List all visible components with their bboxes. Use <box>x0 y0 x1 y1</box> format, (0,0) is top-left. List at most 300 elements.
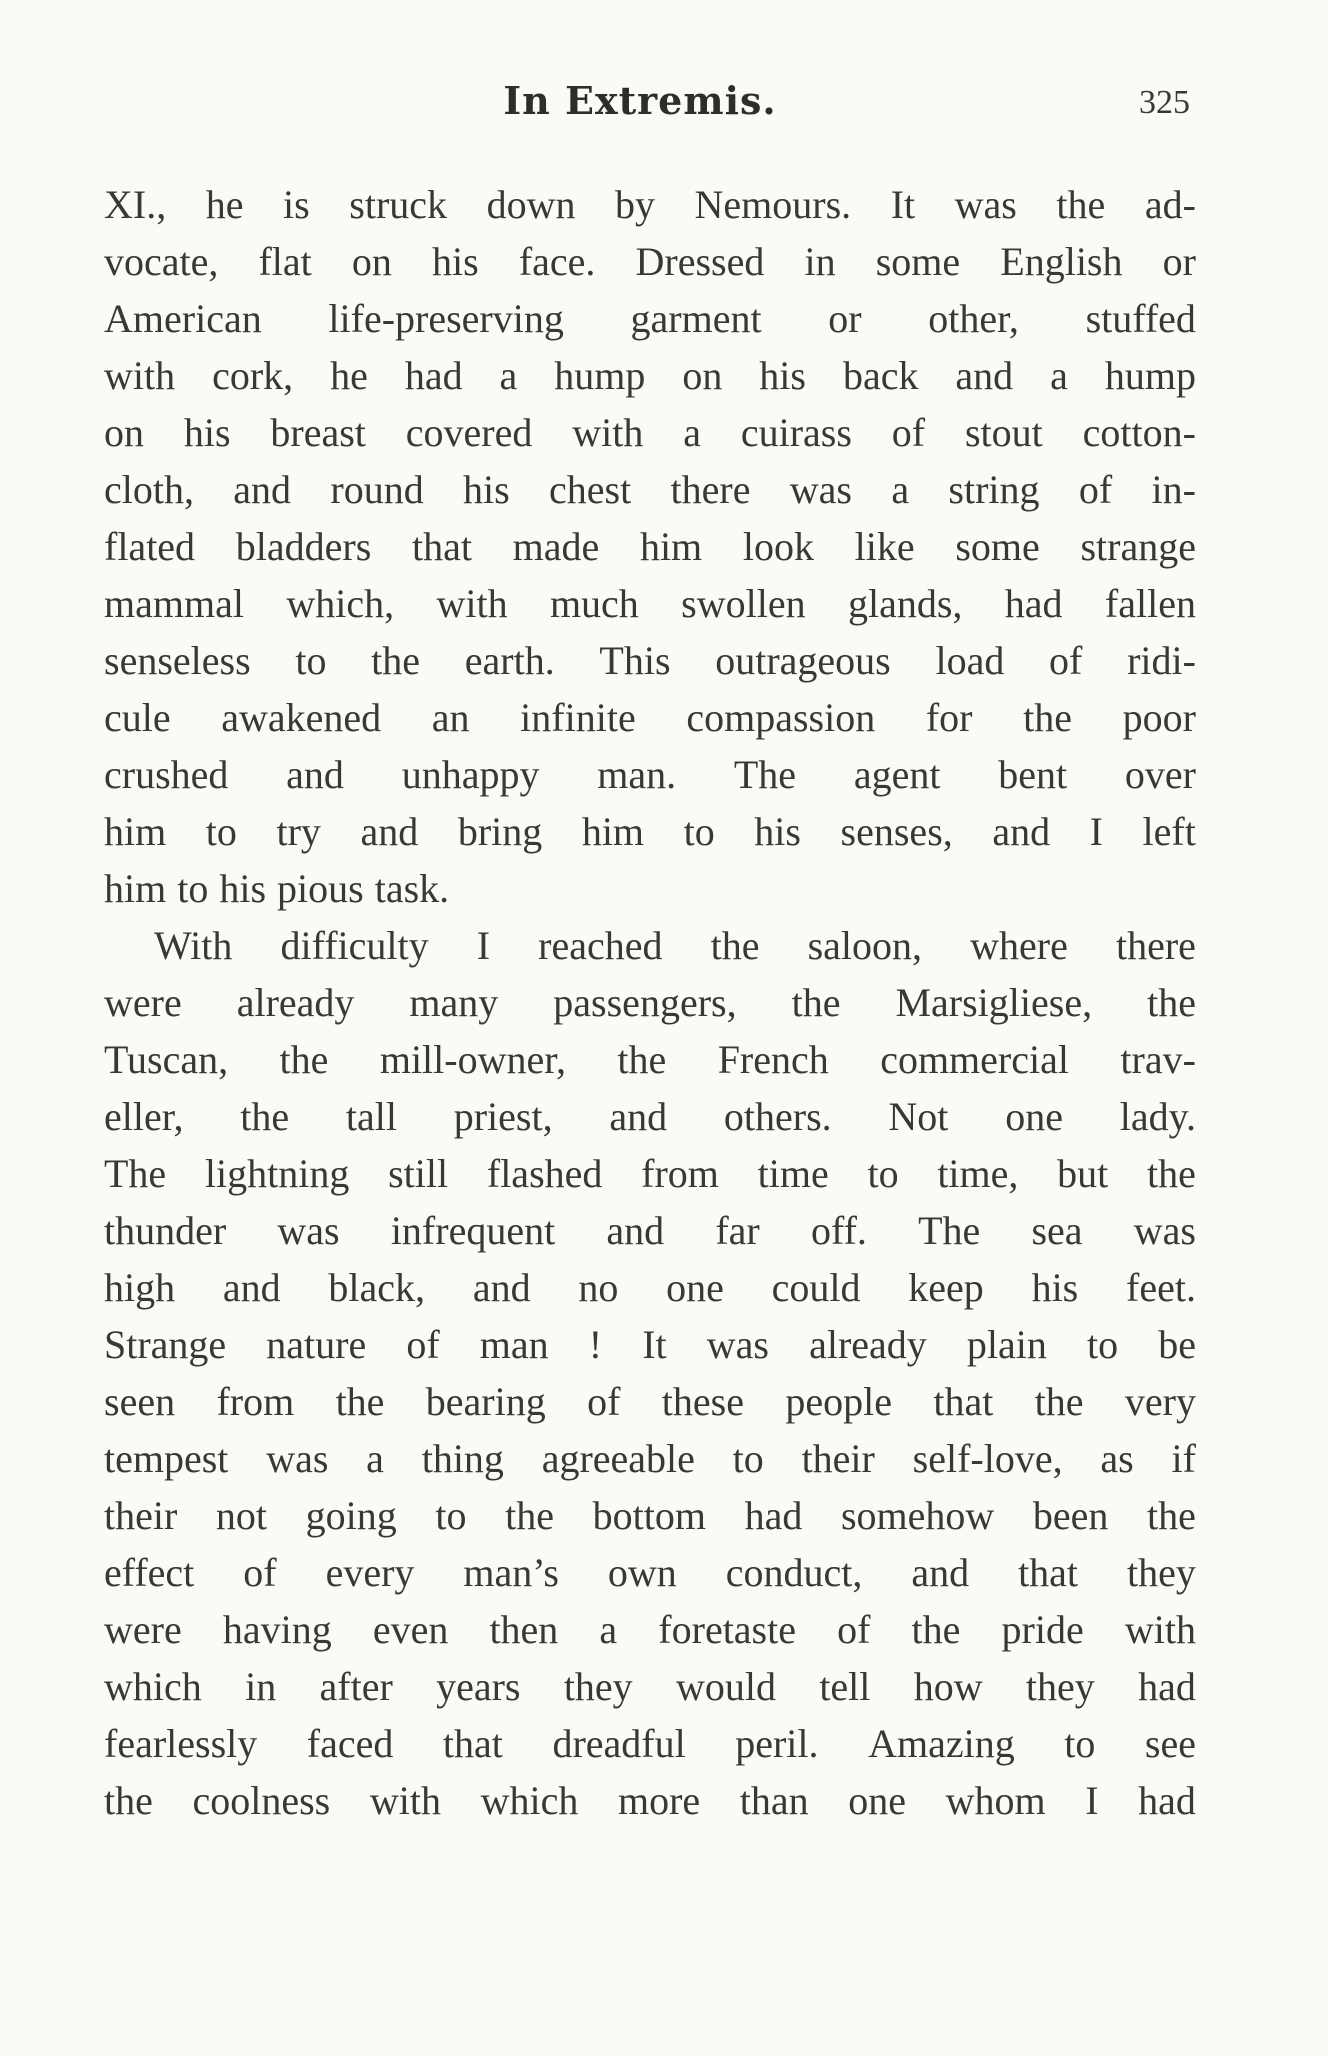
word: been <box>1032 1493 1109 1538</box>
text-line <box>104 1373 1196 1430</box>
word: with <box>104 353 176 398</box>
word: cotton- <box>1082 410 1196 455</box>
word: his <box>183 410 231 455</box>
word: American <box>104 296 262 341</box>
word: dreadful <box>552 1721 686 1766</box>
word: the <box>1147 1493 1196 1538</box>
word: high <box>104 1265 176 1310</box>
word: round <box>330 467 424 512</box>
word: The <box>104 1151 167 1196</box>
word: him <box>581 809 645 854</box>
word: self-love, <box>912 1436 1063 1481</box>
word: to <box>732 1436 764 1481</box>
word: glands, <box>847 581 963 626</box>
word: It <box>890 182 916 227</box>
word: lady. <box>1119 1094 1196 1139</box>
word: his <box>754 809 801 854</box>
word: of <box>243 1550 277 1595</box>
word: ridi- <box>1127 638 1196 683</box>
text-line <box>104 1202 1196 1259</box>
word: look <box>742 524 814 569</box>
word: the <box>1056 182 1106 227</box>
word: there <box>670 467 751 512</box>
word: flashed <box>486 1151 603 1196</box>
word: his <box>1031 1265 1079 1310</box>
word: or <box>1162 239 1196 284</box>
word: more <box>617 1778 701 1823</box>
word: to <box>435 1493 467 1538</box>
word: nature <box>266 1322 367 1367</box>
word: as <box>1100 1436 1134 1481</box>
word: agent <box>853 752 941 797</box>
text-line <box>104 1430 1196 1487</box>
word: senses, <box>840 809 953 854</box>
word: plain <box>966 1322 1047 1367</box>
text-line <box>104 290 1196 347</box>
word: people <box>785 1379 892 1424</box>
text-line <box>104 1544 1196 1601</box>
word: some <box>955 524 1040 569</box>
word: keep <box>908 1265 984 1310</box>
word: on <box>682 353 723 398</box>
word: an <box>431 695 470 740</box>
page-number: 325 <box>1139 84 1190 121</box>
word: and <box>360 809 419 854</box>
word: their <box>801 1436 875 1481</box>
word: Marsigliese, <box>895 980 1093 1025</box>
word: but <box>1057 1151 1109 1196</box>
word: made <box>512 524 600 569</box>
word: Not <box>888 1094 949 1139</box>
word: than <box>739 1778 809 1823</box>
word: bring <box>457 809 543 854</box>
word: hump <box>554 353 646 398</box>
word: a <box>366 1436 384 1481</box>
word: back <box>842 353 919 398</box>
word: or <box>828 296 862 341</box>
word: crushed <box>104 752 229 797</box>
word: a <box>683 410 701 455</box>
word: the <box>1147 1151 1196 1196</box>
text-line <box>104 1487 1196 1544</box>
word: lightning <box>204 1151 350 1196</box>
word: chest <box>549 467 632 512</box>
word: of <box>1078 467 1113 512</box>
text-line <box>104 1088 1196 1145</box>
word: him <box>104 866 167 911</box>
word: whom <box>945 1778 1046 1823</box>
word: agreeable <box>541 1436 695 1481</box>
word: flat <box>258 239 312 284</box>
word: and <box>222 1265 281 1310</box>
word: in <box>245 1664 277 1709</box>
word: French <box>717 1037 829 1082</box>
word: the <box>1034 1379 1084 1424</box>
word: With <box>154 923 233 968</box>
word: still <box>388 1151 449 1196</box>
word: ad- <box>1144 182 1196 227</box>
text-line <box>104 1145 1196 1202</box>
word: with <box>369 1778 441 1823</box>
word: not <box>215 1493 268 1538</box>
word: time <box>757 1151 829 1196</box>
word: infinite <box>520 695 636 740</box>
word: feet. <box>1126 1265 1196 1310</box>
word: other, <box>928 296 1019 341</box>
word: they <box>563 1664 633 1709</box>
word: which <box>104 1664 202 1709</box>
word: string <box>948 467 1040 512</box>
word: were <box>104 1607 182 1652</box>
word: thunder <box>104 1208 227 1253</box>
word: face. <box>518 239 596 284</box>
word: struck <box>349 182 448 227</box>
text-line <box>104 803 1196 860</box>
text-line <box>104 632 1196 689</box>
word: was <box>277 1208 340 1253</box>
word: try <box>276 809 321 854</box>
word: to <box>295 638 327 683</box>
word: with <box>1124 1607 1196 1652</box>
word: had <box>1138 1664 1196 1709</box>
word: no <box>578 1265 619 1310</box>
word: his <box>219 866 267 911</box>
word: faced <box>306 1721 394 1766</box>
word: far <box>715 1208 760 1253</box>
word: bearing <box>425 1379 546 1424</box>
word: a <box>1050 353 1068 398</box>
word: the <box>371 638 421 683</box>
word: life-preserving <box>328 296 564 341</box>
word: cule <box>104 695 171 740</box>
word: were <box>104 980 182 1025</box>
body-text <box>104 176 1196 1829</box>
word: and <box>472 1265 531 1310</box>
word: the <box>279 1037 329 1082</box>
word: him <box>104 809 167 854</box>
word: these <box>661 1379 744 1424</box>
word: many <box>409 980 499 1025</box>
word: bent <box>998 752 1068 797</box>
text-line <box>104 974 1196 1031</box>
word: that <box>411 524 472 569</box>
word: swollen <box>681 581 806 626</box>
word: some <box>875 239 961 284</box>
word: in- <box>1151 467 1196 512</box>
word: was <box>706 1322 769 1367</box>
text-line <box>104 575 1196 632</box>
word: of <box>406 1322 440 1367</box>
word: his <box>432 239 479 284</box>
word: Strange <box>104 1322 227 1367</box>
text-line <box>104 1316 1196 1373</box>
word: to <box>683 809 715 854</box>
word: like <box>854 524 915 569</box>
word: then <box>489 1607 559 1652</box>
word: one <box>848 1778 907 1823</box>
word: vocate, <box>104 239 219 284</box>
word: somehow <box>840 1493 995 1538</box>
word: the <box>1147 980 1196 1025</box>
word: even <box>372 1607 449 1652</box>
word: of <box>891 410 926 455</box>
word: bottom <box>592 1493 706 1538</box>
word: and <box>286 752 344 797</box>
word: down <box>486 182 576 227</box>
word: and <box>233 467 292 512</box>
word: one <box>1005 1094 1063 1139</box>
word: time, <box>937 1151 1019 1196</box>
text-line <box>104 233 1196 290</box>
word: and <box>992 809 1051 854</box>
word: they <box>1025 1664 1095 1709</box>
word: earth. <box>464 638 555 683</box>
word: infrequent <box>390 1208 556 1253</box>
word: conduct, <box>725 1550 863 1595</box>
word: mill-owner, <box>379 1037 566 1082</box>
word: stuffed <box>1085 296 1196 341</box>
word: of <box>1049 638 1083 683</box>
word: pious <box>277 866 364 911</box>
word: the <box>505 1493 554 1538</box>
word: over <box>1124 752 1196 797</box>
word: the <box>791 980 841 1025</box>
text-line <box>104 1658 1196 1715</box>
word: from <box>216 1379 295 1424</box>
word: sea <box>1031 1208 1083 1253</box>
word: reached <box>538 923 663 968</box>
word: It <box>642 1322 667 1367</box>
word: the <box>104 1778 153 1823</box>
word: to <box>1064 1721 1096 1766</box>
word: This <box>599 638 671 683</box>
word: his <box>759 353 806 398</box>
word: senseless <box>104 638 251 683</box>
word: stout <box>964 410 1043 455</box>
text-line <box>104 404 1196 461</box>
word: coolness <box>192 1778 331 1823</box>
text-line <box>104 518 1196 575</box>
text-line <box>104 461 1196 518</box>
word: foretaste <box>658 1607 796 1652</box>
word: unhappy <box>401 752 540 797</box>
word: one <box>666 1265 724 1310</box>
word: with <box>572 410 644 455</box>
word: seen <box>104 1379 176 1424</box>
word: tempest <box>104 1436 229 1481</box>
word: off. <box>810 1208 867 1253</box>
word: very <box>1124 1379 1196 1424</box>
word: English <box>1000 239 1123 284</box>
word: bladders <box>235 524 372 569</box>
running-head <box>0 78 1328 138</box>
word: Dressed <box>635 239 765 284</box>
word: the <box>911 1607 961 1652</box>
word: awakened <box>221 695 382 740</box>
word: to <box>177 866 209 911</box>
word: that <box>1018 1550 1079 1595</box>
word: with <box>436 581 508 626</box>
word: much <box>549 581 639 626</box>
word: after <box>319 1664 393 1709</box>
word: see <box>1144 1721 1196 1766</box>
word: garment <box>630 296 762 341</box>
word: already <box>236 980 355 1025</box>
word: difficulty <box>280 923 429 968</box>
word: was <box>789 467 852 512</box>
word: a <box>599 1607 618 1652</box>
word: fallen <box>1104 581 1196 626</box>
word: passengers, <box>553 980 737 1025</box>
word: eller, <box>104 1094 184 1139</box>
word: had <box>1004 581 1063 626</box>
word: by <box>614 182 655 227</box>
word: The <box>733 752 797 797</box>
word: priest, <box>453 1094 553 1139</box>
text-line <box>104 1715 1196 1772</box>
word: thing <box>421 1436 504 1481</box>
running-title: In Extremis. <box>503 78 777 123</box>
word: pride <box>1001 1607 1084 1652</box>
word: had <box>404 353 463 398</box>
word: XI., <box>104 182 167 227</box>
text-line <box>104 1031 1196 1088</box>
word: the <box>240 1094 290 1139</box>
word: compassion <box>686 695 876 740</box>
word: his <box>463 467 510 512</box>
word: cork, <box>212 353 294 398</box>
word: to <box>867 1151 899 1196</box>
word: tell <box>819 1664 871 1709</box>
text-line <box>104 1601 1196 1658</box>
word: that <box>933 1379 994 1424</box>
word: on <box>104 410 144 455</box>
word: in <box>804 239 836 284</box>
word: having <box>222 1607 332 1652</box>
word: he <box>205 182 244 227</box>
word: covered <box>405 410 533 455</box>
word: cuirass <box>740 410 852 455</box>
word: the <box>710 923 760 968</box>
word: saloon, <box>807 923 923 968</box>
word: cloth, <box>104 467 194 512</box>
word: every <box>325 1550 415 1595</box>
word: poor <box>1122 695 1196 740</box>
word: of <box>587 1379 621 1424</box>
word: commercial <box>880 1037 1069 1082</box>
word: load <box>935 638 1005 683</box>
word: I <box>1089 809 1103 854</box>
word: and <box>911 1550 970 1595</box>
word: to <box>1087 1322 1119 1367</box>
word: The <box>918 1208 981 1253</box>
word: Tuscan, <box>104 1037 229 1082</box>
word: flated <box>104 524 196 569</box>
word: mammal <box>104 581 244 626</box>
word: where <box>970 923 1068 968</box>
word: fearlessly <box>104 1721 258 1766</box>
word: and <box>609 1094 668 1139</box>
word: trav- <box>1120 1037 1196 1082</box>
word: which <box>480 1778 579 1823</box>
word: strange <box>1080 524 1196 569</box>
word: already <box>809 1322 927 1367</box>
text-line <box>104 689 1196 746</box>
word: from <box>641 1151 719 1196</box>
word: of <box>837 1607 871 1652</box>
text-line <box>104 746 1196 803</box>
word: be <box>1158 1322 1196 1367</box>
word: the <box>1023 695 1072 740</box>
word: man. <box>597 752 677 797</box>
word: he <box>330 353 368 398</box>
word: to <box>205 809 237 854</box>
word: a <box>499 353 518 398</box>
text-line <box>104 860 1196 917</box>
word: man’s <box>463 1550 559 1595</box>
word: Nemours. <box>694 182 852 227</box>
word: was <box>954 182 1017 227</box>
word: could <box>771 1265 861 1310</box>
word: had <box>1138 1778 1196 1823</box>
word: Amazing <box>868 1721 1015 1766</box>
word: effect <box>104 1550 195 1595</box>
word: a <box>891 467 910 512</box>
text-line <box>104 176 1196 233</box>
word: there <box>1115 923 1196 968</box>
word: outrageous <box>715 638 891 683</box>
word: had <box>744 1493 803 1538</box>
word: him <box>639 524 703 569</box>
word: task. <box>374 866 450 911</box>
word: others. <box>723 1094 832 1139</box>
word: the <box>335 1379 385 1424</box>
word: hump <box>1104 353 1196 398</box>
word: that <box>442 1721 503 1766</box>
word: breast <box>270 410 366 455</box>
word: going <box>305 1493 397 1538</box>
word: left <box>1142 809 1196 854</box>
word: tall <box>345 1094 397 1139</box>
word: I <box>476 923 491 968</box>
word: black, <box>328 1265 426 1310</box>
word: for <box>925 695 973 740</box>
text-line <box>104 1772 1196 1829</box>
word: if <box>1171 1436 1196 1481</box>
word: was <box>1133 1208 1196 1253</box>
word: I <box>1085 1778 1099 1823</box>
word: and <box>606 1208 665 1253</box>
text-line <box>104 917 1196 974</box>
word: their <box>104 1493 178 1538</box>
text-line <box>104 1259 1196 1316</box>
text-line <box>104 347 1196 404</box>
word: man <box>479 1322 549 1367</box>
word: on <box>351 239 392 284</box>
word: would <box>676 1664 776 1709</box>
word: own <box>607 1550 677 1595</box>
word: they <box>1127 1550 1196 1595</box>
word: years <box>436 1664 521 1709</box>
word: and <box>955 353 1014 398</box>
word: was <box>266 1436 329 1481</box>
word: how <box>913 1664 983 1709</box>
word: peril. <box>735 1721 819 1766</box>
word: ! <box>588 1322 603 1367</box>
word: the <box>617 1037 667 1082</box>
word: which, <box>286 581 395 626</box>
word: is <box>283 182 310 227</box>
